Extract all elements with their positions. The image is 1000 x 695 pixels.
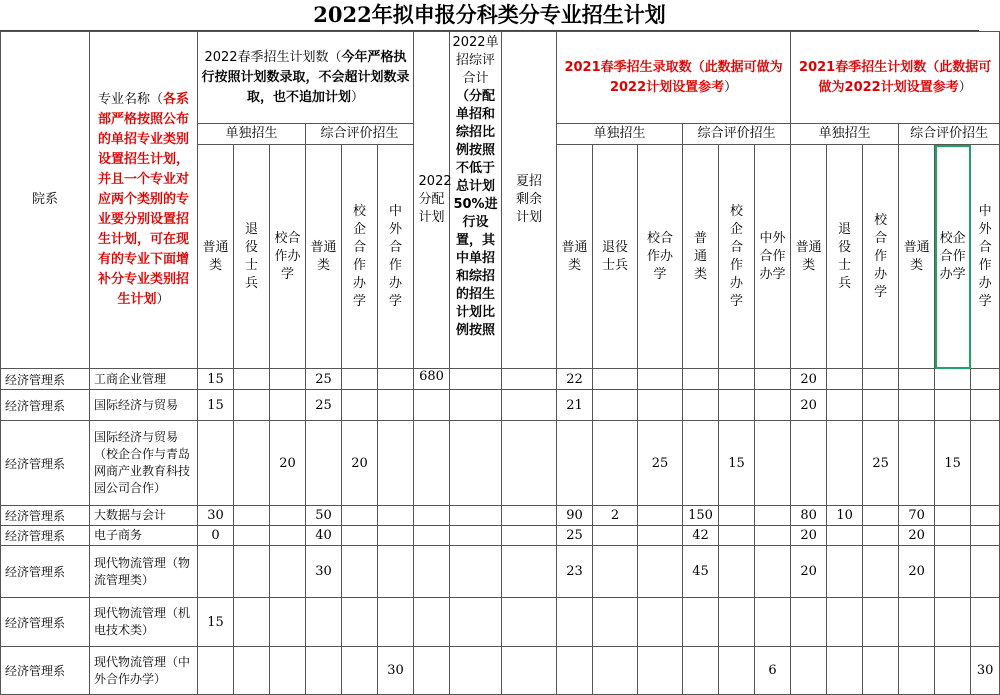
header-alloc2022: 2022分配计划 (414, 32, 450, 369)
value-cell[interactable]: 20 (791, 369, 827, 390)
value-cell[interactable] (378, 421, 414, 506)
table-row (1, 390, 1000, 421)
table-row (1, 647, 1000, 695)
value-cell[interactable] (827, 526, 863, 546)
value-cell[interactable] (342, 647, 378, 695)
value-cell[interactable] (638, 526, 683, 546)
value-cell[interactable]: 15 (198, 390, 234, 421)
value-cell[interactable] (863, 526, 899, 546)
dept-cell[interactable]: 经济管理系 (1, 390, 90, 421)
value-cell[interactable] (342, 390, 378, 421)
value-cell[interactable]: 20 (899, 546, 935, 598)
value-cell[interactable] (593, 369, 638, 390)
value-cell[interactable] (342, 506, 378, 526)
dept-cell[interactable]: 经济管理系 (1, 369, 90, 390)
value-cell[interactable] (593, 647, 638, 695)
value-cell[interactable]: 50 (306, 506, 342, 526)
alloc-cell[interactable] (414, 647, 450, 695)
value-cell[interactable] (234, 390, 270, 421)
value-cell[interactable] (935, 526, 971, 546)
value-cell[interactable] (899, 369, 935, 390)
value-cell[interactable]: 30 (971, 647, 1000, 695)
cat-school: 校合作办学 (638, 145, 683, 369)
value-cell[interactable] (719, 506, 755, 526)
value-cell[interactable]: 150 (683, 506, 719, 526)
summer-cell[interactable] (502, 421, 557, 506)
cat-general: 普通类 (899, 145, 935, 369)
value-cell[interactable] (683, 369, 719, 390)
value-cell[interactable] (270, 506, 306, 526)
value-cell[interactable]: 25 (557, 526, 593, 546)
value-cell[interactable] (935, 506, 971, 526)
header-plan2022: 2022春季招生计划数（今年严格执行按照计划数录取，不会超计划数录取，也不追加计划） (198, 32, 414, 124)
value-cell[interactable] (593, 526, 638, 546)
value-cell[interactable] (234, 526, 270, 546)
summer-cell[interactable] (502, 647, 557, 695)
dept-cell[interactable]: 经济管理系 (1, 647, 90, 695)
table-row (1, 546, 1000, 598)
value-cell[interactable] (863, 546, 899, 598)
value-cell[interactable]: 6 (755, 647, 791, 695)
value-cell[interactable] (899, 647, 935, 695)
value-cell[interactable] (899, 390, 935, 421)
cat-foreign: 中外合作办学 (378, 145, 414, 369)
value-cell[interactable] (755, 390, 791, 421)
ratio-cell[interactable] (450, 421, 502, 506)
ratio-cell[interactable] (450, 526, 502, 546)
value-cell[interactable] (827, 546, 863, 598)
selected-cell-enterprise[interactable]: 校企合作办学 (935, 145, 971, 369)
value-cell[interactable] (557, 598, 593, 647)
value-cell[interactable] (378, 369, 414, 390)
value-cell[interactable] (791, 421, 827, 506)
value-cell[interactable]: 30 (306, 546, 342, 598)
value-cell[interactable] (719, 647, 755, 695)
value-cell[interactable] (719, 526, 755, 546)
table-row (1, 526, 1000, 546)
header-comp-2022: 综合评价招生 (306, 124, 414, 145)
cat-general: 普通类 (683, 145, 719, 369)
value-cell[interactable] (306, 598, 342, 647)
value-cell[interactable] (863, 598, 899, 647)
header-single-2021e: 单独招生 (557, 124, 683, 145)
dept-cell[interactable]: 经济管理系 (1, 598, 90, 647)
value-cell[interactable] (270, 598, 306, 647)
value-cell[interactable] (593, 598, 638, 647)
major-cell[interactable]: 现代物流管理（机电技术类） (90, 598, 198, 647)
value-cell[interactable]: 40 (306, 526, 342, 546)
value-cell[interactable] (755, 526, 791, 546)
value-cell[interactable] (234, 647, 270, 695)
alloc-cell[interactable] (414, 546, 450, 598)
value-cell[interactable] (971, 390, 1000, 421)
alloc-cell[interactable] (414, 421, 450, 506)
value-cell[interactable] (557, 647, 593, 695)
value-cell[interactable] (342, 526, 378, 546)
header-comp-2021e: 综合评价招生 (683, 124, 791, 145)
value-cell[interactable] (719, 390, 755, 421)
header-single-2022: 单独招生 (198, 124, 306, 145)
value-cell[interactable]: 15 (719, 421, 755, 506)
value-cell[interactable]: 42 (683, 526, 719, 546)
value-cell[interactable] (755, 369, 791, 390)
value-cell[interactable] (378, 526, 414, 546)
value-cell[interactable] (935, 598, 971, 647)
major-cell[interactable]: 国际经济与贸易（校企合作与青岛网商产业教育科技园公司合作） (90, 421, 198, 506)
value-cell[interactable] (342, 369, 378, 390)
cat-general: 普通类 (198, 145, 234, 369)
value-cell[interactable]: 2 (593, 506, 638, 526)
header-summer: 夏招剩余计划 (502, 32, 557, 369)
value-cell[interactable] (863, 506, 899, 526)
value-cell[interactable] (827, 598, 863, 647)
value-cell[interactable] (638, 390, 683, 421)
major-cell[interactable]: 工商企业管理 (90, 369, 198, 390)
value-cell[interactable]: 25 (306, 369, 342, 390)
value-cell[interactable]: 23 (557, 546, 593, 598)
value-cell[interactable] (557, 421, 593, 506)
value-cell[interactable]: 30 (198, 506, 234, 526)
value-cell[interactable] (234, 546, 270, 598)
value-cell[interactable] (638, 647, 683, 695)
value-cell[interactable] (827, 369, 863, 390)
value-cell[interactable] (827, 390, 863, 421)
cat-veteran: 退役士兵 (827, 145, 863, 369)
value-cell[interactable] (935, 369, 971, 390)
value-cell[interactable] (971, 421, 1000, 506)
cat-veteran: 退役士兵 (593, 145, 638, 369)
cat-general: 普通类 (306, 145, 342, 369)
header-ratio: 2022单招综评合计 （分配单招和综招比例按照不低于总计划50%进行设置，其中单招和综招的招生计划比例按照 (450, 32, 502, 369)
major-cell[interactable]: 现代物流管理（物流管理类） (90, 546, 198, 598)
cat-school: 校合作办学 (270, 145, 306, 369)
value-cell[interactable]: 25 (306, 390, 342, 421)
value-cell[interactable]: 22 (557, 369, 593, 390)
value-cell[interactable] (755, 546, 791, 598)
value-cell[interactable] (270, 647, 306, 695)
value-cell[interactable]: 30 (378, 647, 414, 695)
value-cell[interactable]: 20 (342, 421, 378, 506)
value-cell[interactable]: 15 (935, 421, 971, 506)
value-cell[interactable] (270, 546, 306, 598)
cat-enterprise: 校企合作办学 (342, 145, 378, 369)
value-cell[interactable] (234, 369, 270, 390)
value-cell[interactable] (791, 598, 827, 647)
alloc-cell[interactable] (414, 390, 450, 421)
cat-general: 普通类 (557, 145, 593, 369)
major-cell[interactable]: 大数据与会计 (90, 506, 198, 526)
ratio-cell[interactable] (450, 369, 502, 390)
value-cell[interactable] (683, 598, 719, 647)
value-cell[interactable] (935, 647, 971, 695)
major-cell[interactable]: 国际经济与贸易 (90, 390, 198, 421)
value-cell[interactable]: 25 (863, 421, 899, 506)
dept-cell[interactable]: 经济管理系 (1, 506, 90, 526)
ratio-cell[interactable] (450, 506, 502, 526)
ratio-cell[interactable] (450, 546, 502, 598)
value-cell[interactable] (791, 647, 827, 695)
value-cell[interactable] (638, 546, 683, 598)
value-cell[interactable] (899, 421, 935, 506)
ratio-cell[interactable] (450, 390, 502, 421)
value-cell[interactable] (234, 598, 270, 647)
value-cell[interactable]: 20 (791, 390, 827, 421)
value-cell[interactable] (971, 598, 1000, 647)
ratio-cell[interactable] (450, 598, 502, 647)
value-cell[interactable]: 25 (638, 421, 683, 506)
alloc-cell[interactable] (414, 526, 450, 546)
value-cell[interactable] (638, 598, 683, 647)
value-cell[interactable]: 20 (270, 421, 306, 506)
value-cell[interactable]: 90 (557, 506, 593, 526)
value-cell[interactable]: 20 (899, 526, 935, 546)
alloc-cell[interactable]: 680 (414, 369, 450, 390)
table-row (1, 598, 1000, 647)
value-cell[interactable]: 20 (791, 546, 827, 598)
value-cell[interactable] (683, 390, 719, 421)
value-cell[interactable] (234, 421, 270, 506)
value-cell[interactable] (270, 526, 306, 546)
summer-cell[interactable] (502, 390, 557, 421)
major-cell[interactable]: 现代物流管理（中外合作办学） (90, 647, 198, 695)
value-cell[interactable] (306, 647, 342, 695)
value-cell[interactable] (899, 598, 935, 647)
sheet-title: 2022年拟申报分科类分专业招生计划 (0, 0, 979, 31)
value-cell[interactable] (593, 546, 638, 598)
value-cell[interactable]: 21 (557, 390, 593, 421)
value-cell[interactable] (342, 546, 378, 598)
dept-cell[interactable]: 经济管理系 (1, 546, 90, 598)
cat-foreign: 中外合作办学 (755, 145, 791, 369)
cat-general: 普通类 (791, 145, 827, 369)
value-cell[interactable]: 70 (899, 506, 935, 526)
plan-table (0, 31, 1000, 695)
summer-cell[interactable] (502, 506, 557, 526)
value-cell[interactable] (755, 506, 791, 526)
value-cell[interactable]: 15 (198, 598, 234, 647)
value-cell[interactable] (755, 421, 791, 506)
value-cell[interactable] (971, 369, 1000, 390)
cat-enterprise: 校企合作办学 (719, 145, 755, 369)
header-major: 专业名称（各系部严格按照公布的单招专业类别设置招生计划，并且一个专业对应两个类别的专业要分别设置招生计划，可在现有的专业下面增补分专业类别招生计划） (90, 32, 198, 369)
value-cell[interactable]: 10 (827, 506, 863, 526)
table-row (1, 506, 1000, 526)
value-cell[interactable] (683, 647, 719, 695)
value-cell[interactable] (306, 421, 342, 506)
alloc-cell[interactable] (414, 598, 450, 647)
value-cell[interactable] (593, 390, 638, 421)
value-cell[interactable] (342, 598, 378, 647)
value-cell[interactable]: 0 (198, 526, 234, 546)
value-cell[interactable] (378, 390, 414, 421)
table-row (1, 421, 1000, 506)
value-cell[interactable] (198, 647, 234, 695)
dept-cell[interactable]: 经济管理系 (1, 421, 90, 506)
summer-cell[interactable] (502, 598, 557, 647)
value-cell[interactable] (935, 546, 971, 598)
header-single-2021p: 单独招生 (791, 124, 899, 145)
cat-school: 校合作办学 (863, 145, 899, 369)
value-cell[interactable] (827, 647, 863, 695)
alloc-cell[interactable] (414, 506, 450, 526)
value-cell[interactable] (755, 598, 791, 647)
value-cell[interactable] (971, 526, 1000, 546)
header-dept: 院系 (1, 32, 90, 369)
value-cell[interactable] (638, 369, 683, 390)
header-enroll2021: 2021春季招生录取数（此数据可做为2022计划设置参考） (557, 32, 791, 124)
value-cell[interactable] (378, 546, 414, 598)
summer-cell[interactable] (502, 369, 557, 390)
dept-cell[interactable]: 经济管理系 (1, 526, 90, 546)
value-cell[interactable] (683, 421, 719, 506)
value-cell[interactable] (971, 546, 1000, 598)
value-cell[interactable] (270, 369, 306, 390)
cat-veteran: 退役士兵 (234, 145, 270, 369)
value-cell[interactable] (378, 506, 414, 526)
value-cell[interactable] (863, 390, 899, 421)
value-cell[interactable]: 15 (198, 369, 234, 390)
major-cell[interactable]: 电子商务 (90, 526, 198, 546)
value-cell[interactable] (198, 546, 234, 598)
table-row (1, 369, 1000, 390)
summer-cell[interactable] (502, 546, 557, 598)
value-cell[interactable]: 45 (683, 546, 719, 598)
cat-foreign: 中外合作办学 (971, 145, 1000, 369)
summer-cell[interactable] (502, 526, 557, 546)
value-cell[interactable]: 80 (791, 506, 827, 526)
value-cell[interactable] (935, 390, 971, 421)
value-cell[interactable] (638, 506, 683, 526)
value-cell[interactable] (827, 421, 863, 506)
value-cell[interactable] (593, 421, 638, 506)
ratio-cell[interactable] (450, 647, 502, 695)
value-cell[interactable] (863, 369, 899, 390)
value-cell[interactable] (719, 598, 755, 647)
header-plan2021: 2021春季招生计划数（此数据可做为2022计划设置参考） (791, 32, 1000, 124)
value-cell[interactable]: 20 (791, 526, 827, 546)
value-cell[interactable] (719, 369, 755, 390)
value-cell[interactable] (234, 506, 270, 526)
value-cell[interactable] (863, 647, 899, 695)
header-comp-2021p: 综合评价招生 (899, 124, 1000, 145)
value-cell[interactable] (719, 546, 755, 598)
value-cell[interactable] (270, 390, 306, 421)
value-cell[interactable] (971, 506, 1000, 526)
value-cell[interactable] (198, 421, 234, 506)
value-cell[interactable] (378, 598, 414, 647)
